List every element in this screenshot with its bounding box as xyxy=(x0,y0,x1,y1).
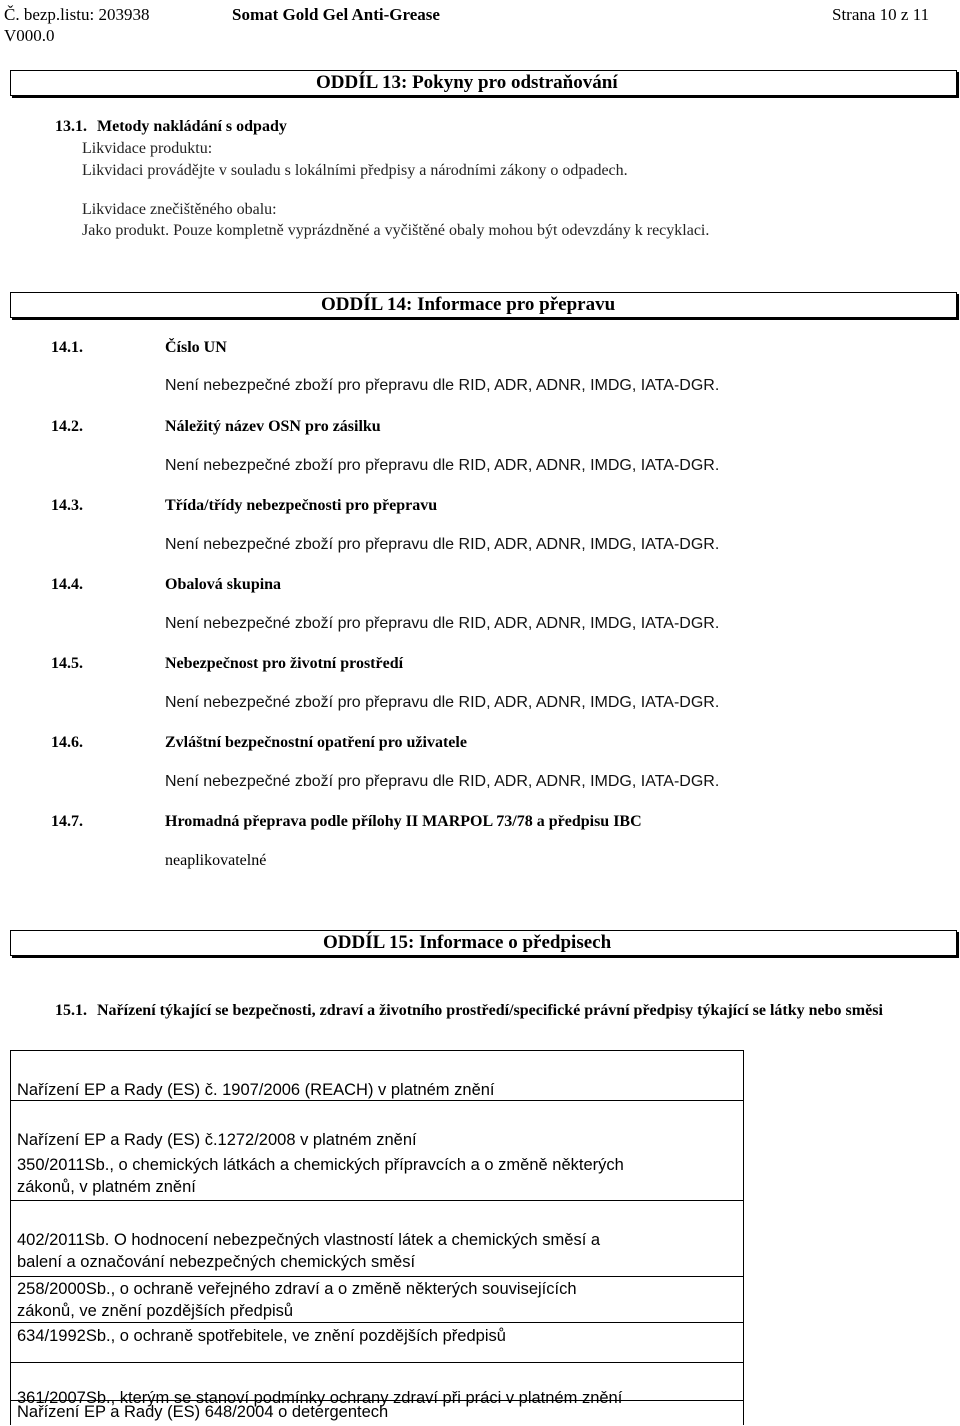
regulations-table xyxy=(10,1050,744,1425)
item-number: 14.1. xyxy=(51,339,83,356)
regulation-text: zákonů, ve znění pozdějších předpisů xyxy=(17,1302,294,1320)
item-heading: Hromadná přeprava podle přílohy II MARPOL 73/78 a předpisu IBC xyxy=(165,813,642,830)
item-value: Není nebezpečné zboží pro přepravu dle RID, ADR, ADNR, IMDG, IATA-DGR. xyxy=(165,773,720,790)
page-number: Strana 10 z 11 xyxy=(832,5,930,24)
regulation-text: Nařízení EP a Rady (ES) č. 1907/2006 (REACH) v platném znění xyxy=(17,1081,495,1099)
item-heading: Zvláštní bezpečnostní opatření pro uživatele xyxy=(165,734,467,751)
item-value: Není nebezpečné zboží pro přepravu dle RID, ADR, ADNR, IMDG, IATA-DGR. xyxy=(165,536,720,553)
regulation-text: 258/2000Sb., o ochraně veřejného zdraví a o změně některých souvisejících xyxy=(17,1280,577,1298)
subsection-15-1-number: 15.1. xyxy=(55,1002,87,1019)
version: V000.0 xyxy=(4,26,55,45)
product-name: Somat Gold Gel Anti-Grease xyxy=(232,5,440,24)
item-number: 14.3. xyxy=(51,497,83,514)
item-heading: Náležitý název OSN pro zásilku xyxy=(165,418,381,435)
subsection-13-1-title: Metody nakládání s odpady xyxy=(97,118,287,135)
subsection-13-1-number: 13.1. xyxy=(55,118,87,135)
table-row xyxy=(11,1400,743,1426)
item-number: 14.2. xyxy=(51,418,83,435)
doc-number: Č. bezp.listu: 203938 xyxy=(4,5,150,24)
item-number: 14.6. xyxy=(51,734,83,751)
section-14-title: ODDÍL 14: Informace pro přepravu xyxy=(321,294,616,315)
product-disposal-text: Likvidaci provádějte v souladu s lokálními předpisy a národními zákony o odpadech. xyxy=(82,162,628,179)
item-number: 14.7. xyxy=(51,813,83,830)
table-row xyxy=(11,1322,743,1363)
table-row xyxy=(11,1100,743,1147)
regulation-text: 361/2007Sb., kterým se stanoví podmínky ochrany zdraví při práci v platném znění xyxy=(17,1389,623,1407)
item-number: 14.4. xyxy=(51,576,83,593)
item-heading: Nebezpečnost pro životní prostředí xyxy=(165,655,404,672)
regulation-text: Nařízení EP a Rady (ES) 648/2004 o detergentech xyxy=(17,1403,389,1421)
item-heading: Třída/třídy nebezpečnosti pro přepravu xyxy=(165,497,438,514)
table-row xyxy=(11,1050,743,1101)
regulation-text: 350/2011Sb., o chemických látkách a chemických přípravcích a o změně některých xyxy=(17,1156,624,1174)
item-value: Není nebezpečné zboží pro přepravu dle RID, ADR, ADNR, IMDG, IATA-DGR. xyxy=(165,615,720,632)
item-value: Není nebezpečné zboží pro přepravu dle RID, ADR, ADNR, IMDG, IATA-DGR. xyxy=(165,377,720,394)
regulation-text: zákonů, v platném znění xyxy=(17,1178,196,1196)
packaging-disposal-label: Likvidace znečištěného obalu: xyxy=(82,201,277,218)
item-value: Není nebezpečné zboží pro přepravu dle RID, ADR, ADNR, IMDG, IATA-DGR. xyxy=(165,457,720,474)
product-disposal-label: Likvidace produktu: xyxy=(82,140,213,157)
item-value: neaplikovatelné xyxy=(165,852,267,869)
table-row xyxy=(11,1362,743,1407)
item-number: 14.5. xyxy=(51,655,83,672)
table-row xyxy=(11,1200,743,1277)
section-13-title: ODDÍL 13: Pokyny pro odstraňování xyxy=(316,72,618,93)
subsection-15-1-title: Nařízení týkající se bezpečnosti, zdraví a životního prostředí/specifické právní předpisy týkající se látky nebo směsi xyxy=(97,1002,883,1019)
regulation-text: balení a označování nebezpečných chemických směsí xyxy=(17,1253,416,1271)
regulation-text: 634/1992Sb., o ochraně spotřebitele, ve znění pozdějších předpisů xyxy=(17,1327,506,1345)
section-15-title: ODDÍL 15: Informace o předpisech xyxy=(323,932,612,953)
regulation-text: 402/2011Sb. O hodnocení nebezpečných vlastností látek a chemických směsí a xyxy=(17,1231,601,1249)
item-heading: Obalová skupina xyxy=(165,576,282,593)
item-heading: Číslo UN xyxy=(165,339,227,356)
regulation-text: Nařízení EP a Rady (ES) č.1272/2008 v platném znění xyxy=(17,1131,417,1149)
item-value: Není nebezpečné zboží pro přepravu dle RID, ADR, ADNR, IMDG, IATA-DGR. xyxy=(165,694,720,711)
packaging-disposal-text: Jako produkt. Pouze kompletně vyprázdněné a vyčištěné obaly mohou být odevzdány k recyklaci. xyxy=(82,222,710,239)
